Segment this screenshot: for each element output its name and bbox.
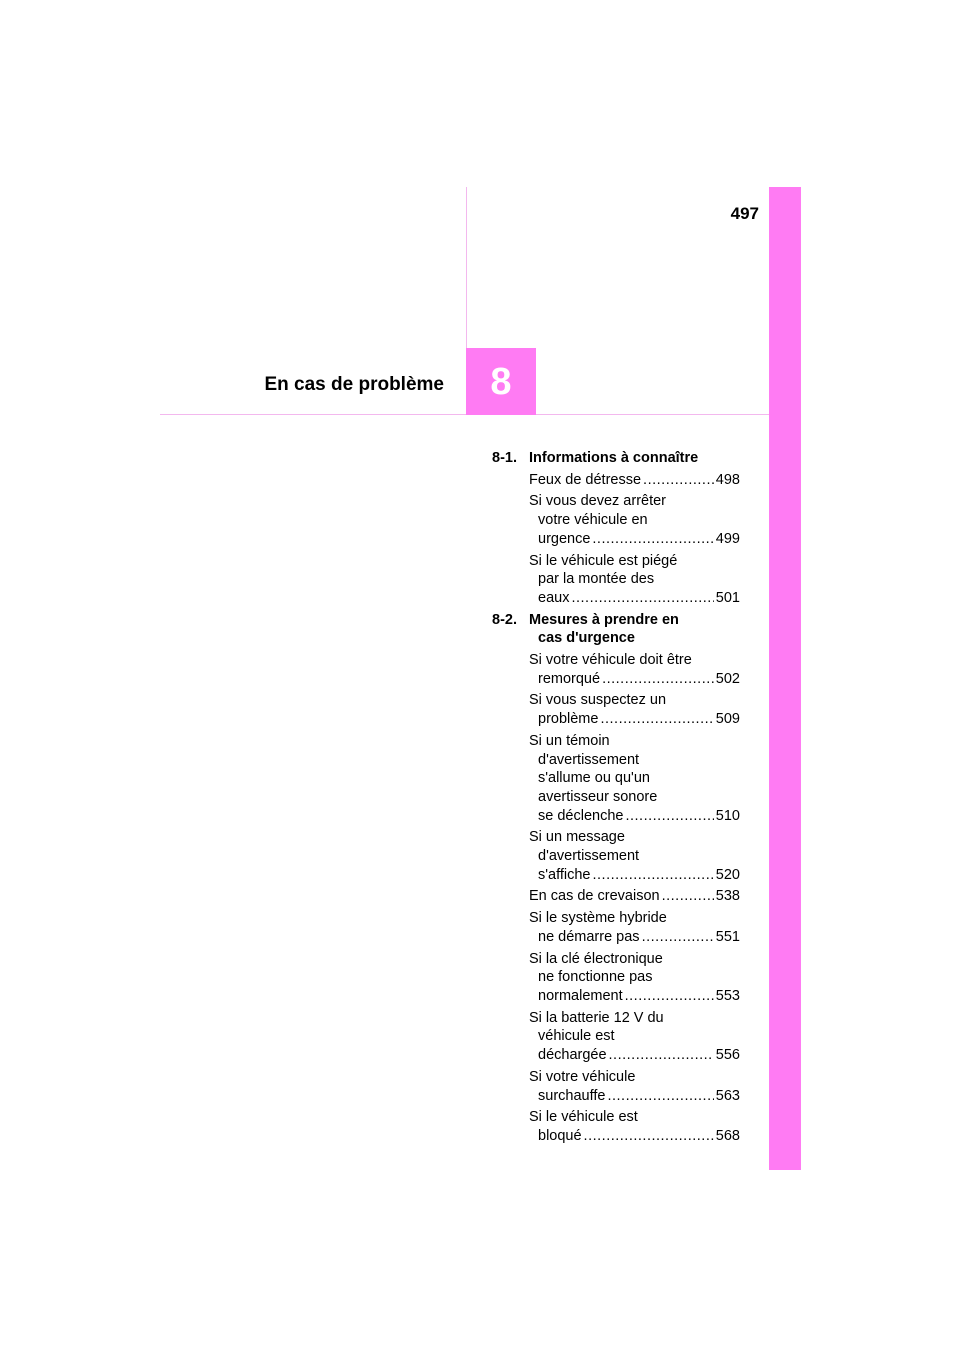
toc-entry-last-line — [529, 471, 740, 490]
toc-entry-line: Si un témoin — [529, 732, 610, 749]
toc-entry-line: Si un message — [529, 829, 625, 846]
toc-dot-leader — [600, 710, 713, 729]
toc-page-number[interactable]: 510 — [715, 807, 740, 824]
toc-entry-line: avertisseur sonore — [538, 788, 658, 805]
toc-dot-leader — [662, 887, 714, 906]
toc-entry[interactable] — [492, 552, 740, 608]
toc-entry-last-line — [529, 710, 740, 729]
chapter-side-tab — [769, 187, 801, 1170]
toc-entry-line: Si votre véhicule — [529, 1068, 636, 1085]
toc-entry-last-line — [529, 670, 740, 689]
toc-section-heading — [492, 611, 740, 648]
toc-dot-leader — [592, 866, 713, 885]
toc-entry[interactable] — [492, 492, 740, 548]
toc-entry[interactable] — [492, 691, 740, 728]
toc-section-title-line: cas d'urgence — [538, 630, 635, 647]
toc-entry-text: problème — [538, 711, 599, 728]
toc-dot-leader — [625, 807, 713, 826]
toc-section-title — [529, 449, 740, 468]
toc-entry-text: normalement — [538, 987, 623, 1004]
toc-entry-last-line — [529, 807, 740, 826]
toc-entry-text: bloqué — [538, 1127, 582, 1144]
toc-dot-leader — [592, 530, 713, 549]
toc-entry-text: eaux — [538, 589, 570, 606]
page-number: 497 — [730, 204, 759, 223]
toc-entry-line: Si le véhicule est — [529, 1109, 638, 1126]
toc-entry-text: En cas de crevaison — [529, 888, 660, 905]
toc-entry-last-line — [529, 530, 740, 549]
toc-entry-last-line — [529, 1046, 740, 1065]
toc-entry-line: Si votre véhicule doit être — [529, 652, 692, 669]
toc-entry[interactable] — [492, 651, 740, 688]
toc-entry-last-line — [529, 987, 740, 1006]
toc-entry[interactable] — [492, 1108, 740, 1145]
chapter-number-box — [466, 348, 536, 415]
toc-page-number[interactable]: 538 — [715, 888, 740, 905]
toc-entry[interactable] — [492, 909, 740, 946]
toc-dot-leader — [607, 1087, 713, 1106]
toc-entry-last-line — [529, 1087, 740, 1106]
toc-entry[interactable] — [492, 1009, 740, 1065]
toc-section-title-line: Mesures à prendre en — [529, 611, 679, 628]
toc-entry-last-line — [529, 928, 740, 947]
toc-page-number[interactable]: 509 — [715, 711, 740, 728]
chapter-number: 8 — [490, 360, 512, 403]
toc-section — [492, 611, 740, 1146]
header-horizontal-rule — [160, 414, 769, 415]
toc-section-title — [529, 611, 740, 648]
toc-dot-leader — [609, 1046, 714, 1065]
toc-entry-line: s'allume ou qu'un — [538, 770, 650, 787]
toc-entry-text: déchargée — [538, 1047, 607, 1064]
toc-page-number[interactable]: 520 — [715, 866, 740, 883]
toc-entry-text: surchauffe — [538, 1087, 606, 1104]
toc-entry-text: urgence — [538, 530, 591, 547]
toc-page-number[interactable]: 568 — [715, 1127, 740, 1144]
toc-entry[interactable] — [492, 950, 740, 1006]
toc-section-number: 8-1. — [492, 450, 517, 466]
toc-entry-line: Si le système hybride — [529, 910, 667, 927]
toc-page-number[interactable]: 551 — [715, 928, 740, 945]
toc-entry-line: véhicule est — [538, 1028, 615, 1045]
toc-entry-text: Feux de détresse — [529, 471, 642, 488]
toc-page-number[interactable]: 556 — [715, 1047, 740, 1064]
toc-page-number[interactable]: 502 — [715, 670, 740, 687]
header-vertical-rule — [466, 187, 467, 348]
toc-entry-line: votre véhicule en — [538, 512, 648, 529]
toc-entry-line: Si la batterie 12 V du — [529, 1009, 664, 1026]
toc-entry-line: d'avertissement — [538, 751, 640, 768]
table-of-contents — [492, 449, 740, 1149]
toc-entry-text: s'affiche — [538, 866, 591, 883]
toc-entry-line: d'avertissement — [538, 848, 640, 865]
toc-page-number[interactable]: 499 — [715, 530, 740, 547]
toc-entry-line: Si vous devez arrêter — [529, 493, 667, 510]
toc-entry-line: ne fonctionne pas — [538, 969, 653, 986]
toc-entry-text: ne démarre pas — [538, 928, 640, 945]
toc-entry-last-line — [529, 866, 740, 885]
toc-entry-line: Si la clé électronique — [529, 950, 663, 967]
toc-page-number[interactable]: 563 — [715, 1087, 740, 1104]
toc-page-number[interactable]: 553 — [715, 987, 740, 1004]
toc-section — [492, 449, 740, 608]
toc-dot-leader — [642, 928, 714, 947]
toc-entry-line: Si le véhicule est piégé — [529, 552, 678, 569]
toc-entry-last-line — [529, 887, 740, 906]
toc-dot-leader — [643, 471, 714, 490]
toc-entry-text: se déclenche — [538, 807, 624, 824]
toc-entry-last-line — [529, 589, 740, 608]
toc-entry[interactable] — [492, 1068, 740, 1105]
toc-entry-line: Si vous suspectez un — [529, 692, 667, 709]
toc-section-heading — [492, 449, 740, 468]
toc-section-title-line: Informations à connaître — [529, 450, 699, 466]
toc-dot-leader — [602, 670, 714, 689]
toc-dot-leader — [571, 589, 713, 608]
toc-entry[interactable] — [492, 732, 740, 826]
toc-page-number[interactable]: 501 — [715, 589, 740, 606]
toc-entry[interactable] — [492, 887, 740, 906]
toc-entry[interactable] — [492, 828, 740, 884]
toc-page-number[interactable]: 498 — [715, 471, 740, 488]
toc-dot-leader — [584, 1127, 714, 1146]
toc-entry-text: remorqué — [538, 670, 601, 687]
toc-dot-leader — [625, 987, 714, 1006]
toc-entry-line: par la montée des — [538, 571, 655, 588]
toc-section-number: 8-2. — [492, 611, 517, 628]
toc-entry[interactable] — [492, 471, 740, 490]
toc-entry-last-line — [529, 1127, 740, 1146]
chapter-title: En cas de problème — [264, 374, 444, 395]
